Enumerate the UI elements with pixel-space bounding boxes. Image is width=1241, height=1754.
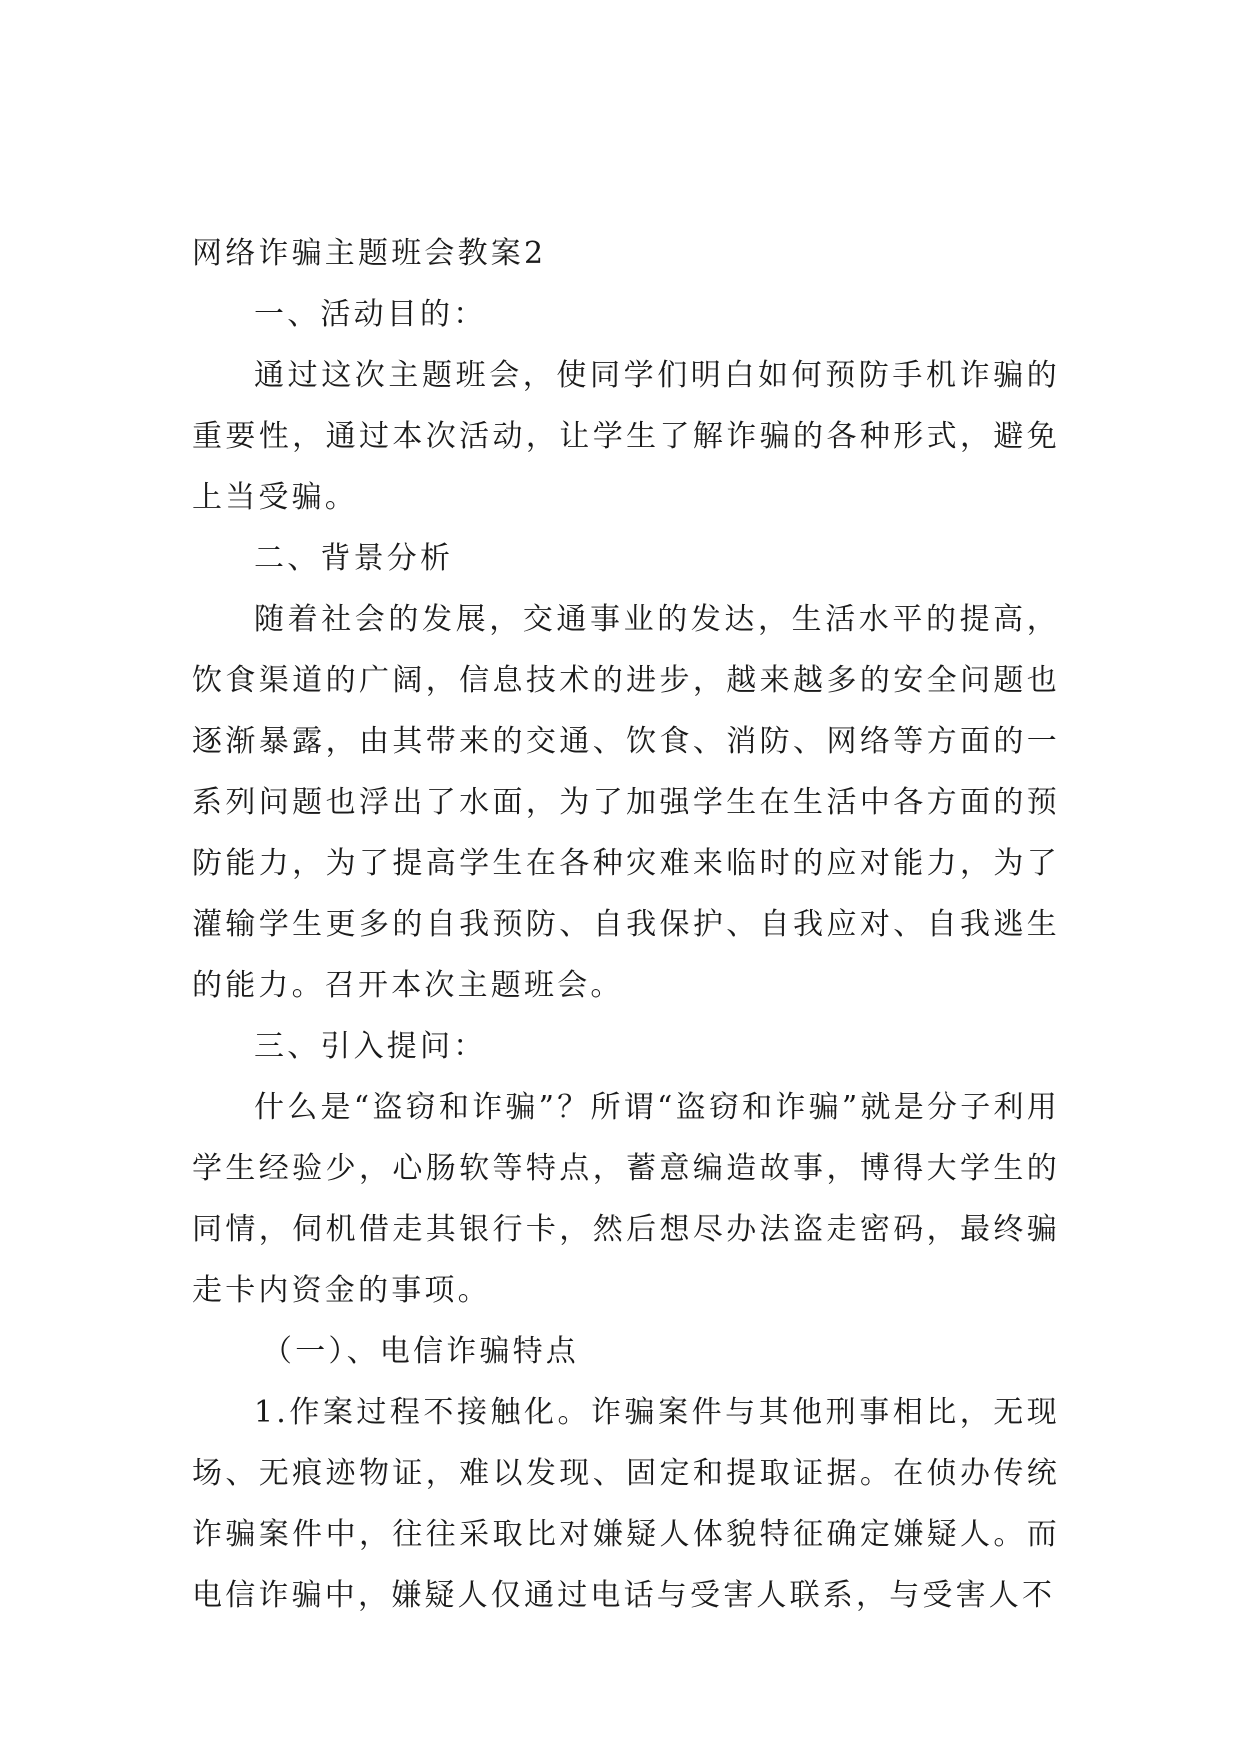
paragraph-purpose: 通过这次主题班会，使同学们明白如何预防手机诈骗的重要性，通过本次活动，让学生了解诈骗的各种形式，避免上当受骗。 xyxy=(192,358,1060,515)
subsection-heading-telecom-fraud: （一）、电信诈骗特点 xyxy=(262,1334,579,1369)
paragraph-background: 随着社会的发展，交通事业的发达，生活水平的提高，饮食渠道的广阔，信息技术的进步，越来越多的安全问题也逐渐暴露，由其带来的交通、饮食、消防、网络等方面的一系列问题也浮出了水面，为了加强学生在生活中各方面的预防能力，为了提高学生在各种灾难来临时的应对能力，为了灌输学生更多的自我预防、自我保护、自我应对、自我逃生的能力。召开本次主题班会。 xyxy=(192,602,1060,1003)
section-heading-question: 三、引入提问： xyxy=(254,1029,487,1064)
paragraph-telecom-fraud-point-1: 1.作案过程不接触化。诈骗案件与其他刑事相比，无现场、无痕迹物证，难以发现、固定和提取证据。在侦办传统诈骗案件中，往往采取比对嫌疑人体貌特征确定嫌疑人。而电信诈骗中，嫌疑人仅通过电话与受害人联系，与受害人不 xyxy=(192,1395,1060,1613)
section-heading-background: 二、背景分析 xyxy=(254,541,454,576)
section-heading-purpose: 一、活动目的： xyxy=(254,297,487,332)
document-title: 网络诈骗主题班会教案2 xyxy=(192,236,547,271)
paragraph-question: 什么是“盗窃和诈骗”？所谓“盗窃和诈骗”就是分子利用学生经验少，心肠软等特点，蓄意编造故事，博得大学生的同情，伺机借走其银行卡，然后想尽办法盗走密码，最终骗走卡内资金的事项。 xyxy=(192,1090,1060,1308)
